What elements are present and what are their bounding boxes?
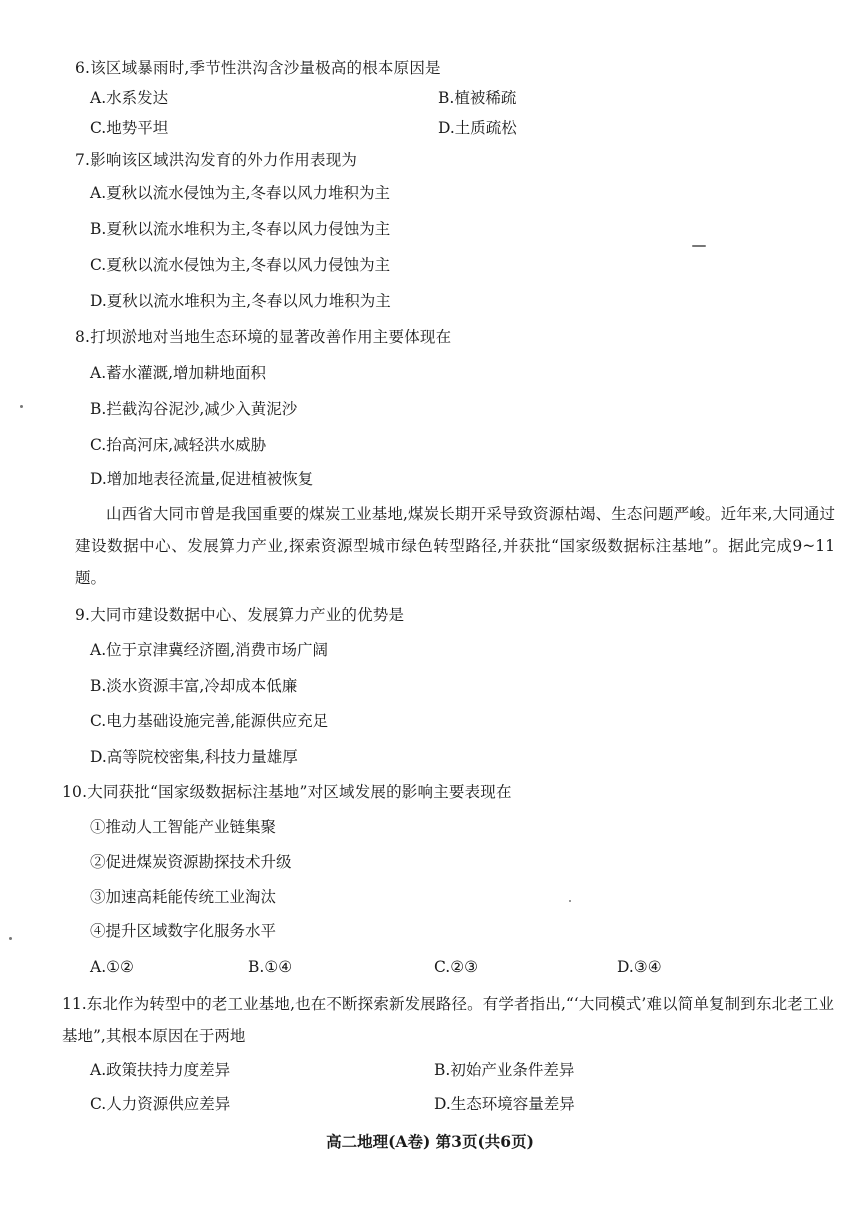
q7-option-d: D.夏秋以流水堆积为主,冬春以风力堆积为主 bbox=[90, 292, 391, 310]
q10-option-d: D.③④ bbox=[617, 958, 662, 976]
q6-option-c: C.地势平坦 bbox=[90, 119, 169, 137]
q10-option-c: C.②③ bbox=[434, 958, 479, 976]
q8-option-a: A.蓄水灌溉,增加耕地面积 bbox=[90, 364, 267, 382]
page-footer: 高二地理(A卷) 第3页(共6页) bbox=[326, 1132, 534, 1151]
q8-option-d: D.增加地表径流量,促进植被恢复 bbox=[90, 470, 314, 488]
scan-dot bbox=[9, 937, 12, 940]
q11-option-b: B.初始产业条件差异 bbox=[434, 1061, 575, 1079]
q9-option-a: A.位于京津冀经济圈,消费市场广阔 bbox=[90, 641, 329, 659]
scan-mark bbox=[692, 245, 706, 247]
q8-option-c: C.抬高河床,减轻洪水威胁 bbox=[90, 436, 267, 454]
question-9-stem: 9.大同市建设数据中心、发展算力产业的优势是 bbox=[75, 606, 405, 624]
q8-option-b: B.拦截沟谷泥沙,减少入黄泥沙 bbox=[90, 400, 298, 418]
q11-option-c: C.人力资源供应差异 bbox=[90, 1095, 231, 1113]
question-11-stem: 11.东北作为转型中的老工业基地,也在不断探索新发展路径。有学者指出,“‘大同模式’难以简单复制到东北老工业基地”,其根本原因在于两地 bbox=[62, 995, 834, 1045]
q7-option-b: B.夏秋以流水堆积为主,冬春以风力侵蚀为主 bbox=[90, 220, 391, 238]
q10-option-b: B.①④ bbox=[248, 958, 293, 976]
question-6-stem: 6.该区域暴雨时,季节性洪沟含沙量极高的根本原因是 bbox=[75, 59, 441, 77]
reading-passage: 山西省大同市曾是我国重要的煤炭工业基地,煤炭长期开采导致资源枯竭、生态问题严峻。近年来,大同通过建设数据中心、发展算力产业,探索资源型城市绿色转型路径,并获批“国家级数据标注基地”。据此完成9~11题。 bbox=[75, 505, 835, 587]
q9-option-c: C.电力基础设施完善,能源供应充足 bbox=[90, 712, 329, 730]
q10-statement-3: ③加速高耗能传统工业淘汰 bbox=[90, 888, 277, 906]
q7-option-a: A.夏秋以流水侵蚀为主,冬春以风力堆积为主 bbox=[90, 184, 391, 202]
q9-option-d: D.高等院校密集,科技力量雄厚 bbox=[90, 748, 298, 766]
q10-statement-4: ④提升区域数字化服务水平 bbox=[90, 922, 277, 940]
question-7-stem: 7.影响该区域洪沟发育的外力作用表现为 bbox=[75, 151, 358, 169]
question-8-stem: 8.打坝淤地对当地生态环境的显著改善作用主要体现在 bbox=[75, 328, 452, 346]
q11-option-d: D.生态环境容量差异 bbox=[434, 1095, 575, 1113]
q10-statement-1: ①推动人工智能产业链集聚 bbox=[90, 818, 277, 836]
question-10-stem: 10.大同获批“国家级数据标注基地”对区域发展的影响主要表现在 bbox=[62, 783, 512, 801]
q7-option-c: C.夏秋以流水侵蚀为主,冬春以风力侵蚀为主 bbox=[90, 256, 391, 274]
scan-dot bbox=[569, 900, 571, 902]
q6-option-b: B.植被稀疏 bbox=[438, 89, 517, 107]
q6-option-a: A.水系发达 bbox=[90, 89, 169, 107]
q11-option-a: A.政策扶持力度差异 bbox=[90, 1061, 231, 1079]
q6-option-d: D.土质疏松 bbox=[438, 119, 517, 137]
q9-option-b: B.淡水资源丰富,冷却成本低廉 bbox=[90, 677, 298, 695]
q10-option-a: A.①② bbox=[90, 958, 134, 976]
q10-statement-2: ②促进煤炭资源勘探技术升级 bbox=[90, 853, 292, 871]
scan-dot bbox=[20, 405, 23, 408]
